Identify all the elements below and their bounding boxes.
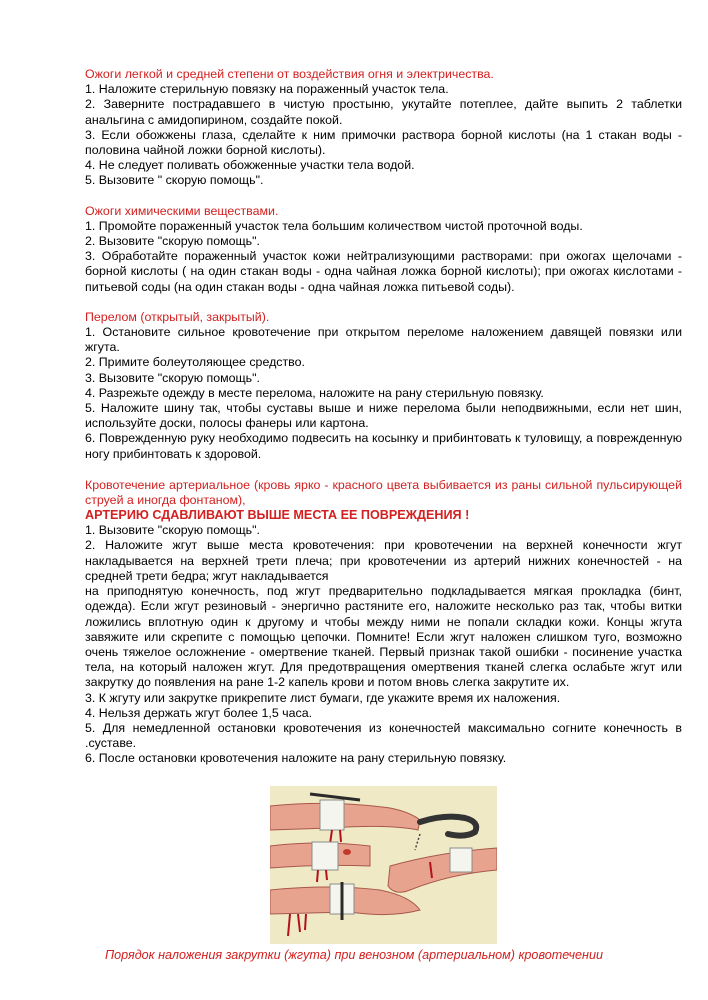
- instruction-line: 5. Вызовите " скорую помощь".: [85, 173, 264, 188]
- chain-shape: [415, 834, 420, 850]
- instruction-line: 3. К жгуту или закрутке прикрепите лист бумаги, где укажите время их наложения.: [85, 690, 561, 705]
- instruction-line: 6. Поврежденную руку необходимо подвесить на косынку и прибинтовать к туловищу, а поврежденную ногу прибинтовать к здоровой.: [85, 431, 682, 461]
- bandage-shape: [320, 800, 344, 830]
- section-burns: [85, 67, 682, 189]
- section-heading: Кровотечение артериальное (кровь ярко - красного цвета выбивается из раны сильной пульсирующей струей а иногда фонтаном),: [85, 477, 682, 508]
- section-arterial-bleeding: [85, 478, 682, 767]
- blood-drip-shape: [317, 870, 327, 882]
- instruction-line: 6. После остановки кровотечения наложите на рану стерильную повязку.: [85, 751, 507, 766]
- instruction-line: 2. Примите болеутоляющее средство.: [85, 355, 305, 370]
- instruction-line: 2. Заверните пострадавшего в чистую простыню, укутайте потеплее, дайте выпить 2 таблетки анальгина с амидопирином, создайте покой.: [85, 97, 682, 127]
- warning-text: АРТЕРИЮ СДАВЛИВАЮТ ВЫШЕ МЕСТА ЕЕ ПОВРЕЖДЕНИЯ !: [85, 508, 470, 523]
- instruction-line: 5. Наложите шину так, чтобы суставы выше и ниже перелома были неподвижными, если нет шин, используйте доски, полосы фанеры или картона.: [85, 401, 682, 431]
- instruction-line: 2. Наложите жгут выше места кровотечения: при кровотечении на верхней конечности жгут накладывается на верхней трети плеча; при кровотечении из артерий нижних конечностей - на средней трети бедра; жгут накладывается: [85, 538, 682, 583]
- section-fracture: [85, 310, 682, 462]
- section-heading: Перелом (открытый, закрытый).: [85, 309, 270, 324]
- instruction-line: 1. Остановите сильное кровотечение при открытом переломе наложением давящей повязки или жгута.: [85, 325, 682, 355]
- document-body: [85, 67, 682, 782]
- section-chemical-burns: [85, 204, 682, 295]
- instruction-line: 3. Вызовите "скорую помощь".: [85, 370, 260, 385]
- figure-caption: Порядок наложения закрутки (жгута) при венозном (артериальном) кровотечении: [105, 948, 603, 962]
- instruction-line: 3. Обработайте пораженный участок кожи нейтрализующими растворами: при ожогах щелочами - борной кислоты ( на один стакан воды - одна чайная ложка борной кислоты); при ожогах кислотами - питьевой соды (на один стакан воды - одна чайная ложка питьевой соды).: [85, 249, 682, 294]
- instruction-line: 2. Вызовите "скорую помощь".: [85, 234, 260, 249]
- instruction-line: 4. Нельзя держать жгут более 1,5 часа.: [85, 705, 313, 720]
- tourniquet-illustration-drawing: [270, 786, 497, 944]
- instruction-line: 1. Вызовите "скорую помощь".: [85, 523, 260, 538]
- instruction-line: 3. Если обожжены глаза, сделайте к ним примочки раствора борной кислоты (на 1 стакан воды - половина чайной ложки борной кислоты).: [85, 127, 682, 158]
- instruction-line: 1. Наложите стерильную повязку на пораженный участок тела.: [85, 82, 449, 97]
- instruction-line: 1. Промойте пораженный участок тела большим количеством чистой проточной воды.: [85, 218, 583, 233]
- instruction-line: на приподнятую конечность, под жгут предварительно подкладывается мягкая прокладка (бинт, одежда). Если жгут резиновый - энергично растяните его, наложите несколько раз так, чтобы витки ложились вплотную один к другому и чтобы между ними не попали складки кожи. Концы жгута завяжите или скрепите с помощью цепочки. Помните! Если жгут наложен слишком туго, возможно очень тяжелое осложнение - омертвение тканей. Первый признак такой ошибки - посинение участка тела, на который наложен жгут. Для предотвращения омертвения тканей слегка ослабьте жгут или закрутку до появления на ране 1-2 капель крови и потом вновь слегка закрутите их.: [85, 584, 682, 690]
- instruction-line: 4. Разрежьте одежду в месте перелома, наложите на рану стерильную повязку.: [85, 385, 544, 400]
- bandage-shape: [312, 842, 338, 870]
- twist-stick-shape: [310, 794, 360, 800]
- blood-drip-shape: [288, 914, 306, 936]
- arm-shape: [270, 803, 420, 830]
- tourniquet-strap-shape: [420, 817, 476, 836]
- tourniquet-illustration: [270, 786, 497, 944]
- bandage-shape: [450, 848, 472, 872]
- instruction-line: 5. Для немедленной остановки кровотечения из конечностей максимально согните конечность в .суставе.: [85, 720, 682, 751]
- section-heading: Ожоги легкой и средней степени от воздействия огня и электричества.: [85, 67, 494, 81]
- section-heading: Ожоги химическими веществами.: [85, 203, 279, 218]
- arm-shape: [388, 848, 497, 892]
- knot-shape: [343, 849, 351, 855]
- instruction-line: 4. Не следует поливать обожженные участки тела водой.: [85, 158, 415, 173]
